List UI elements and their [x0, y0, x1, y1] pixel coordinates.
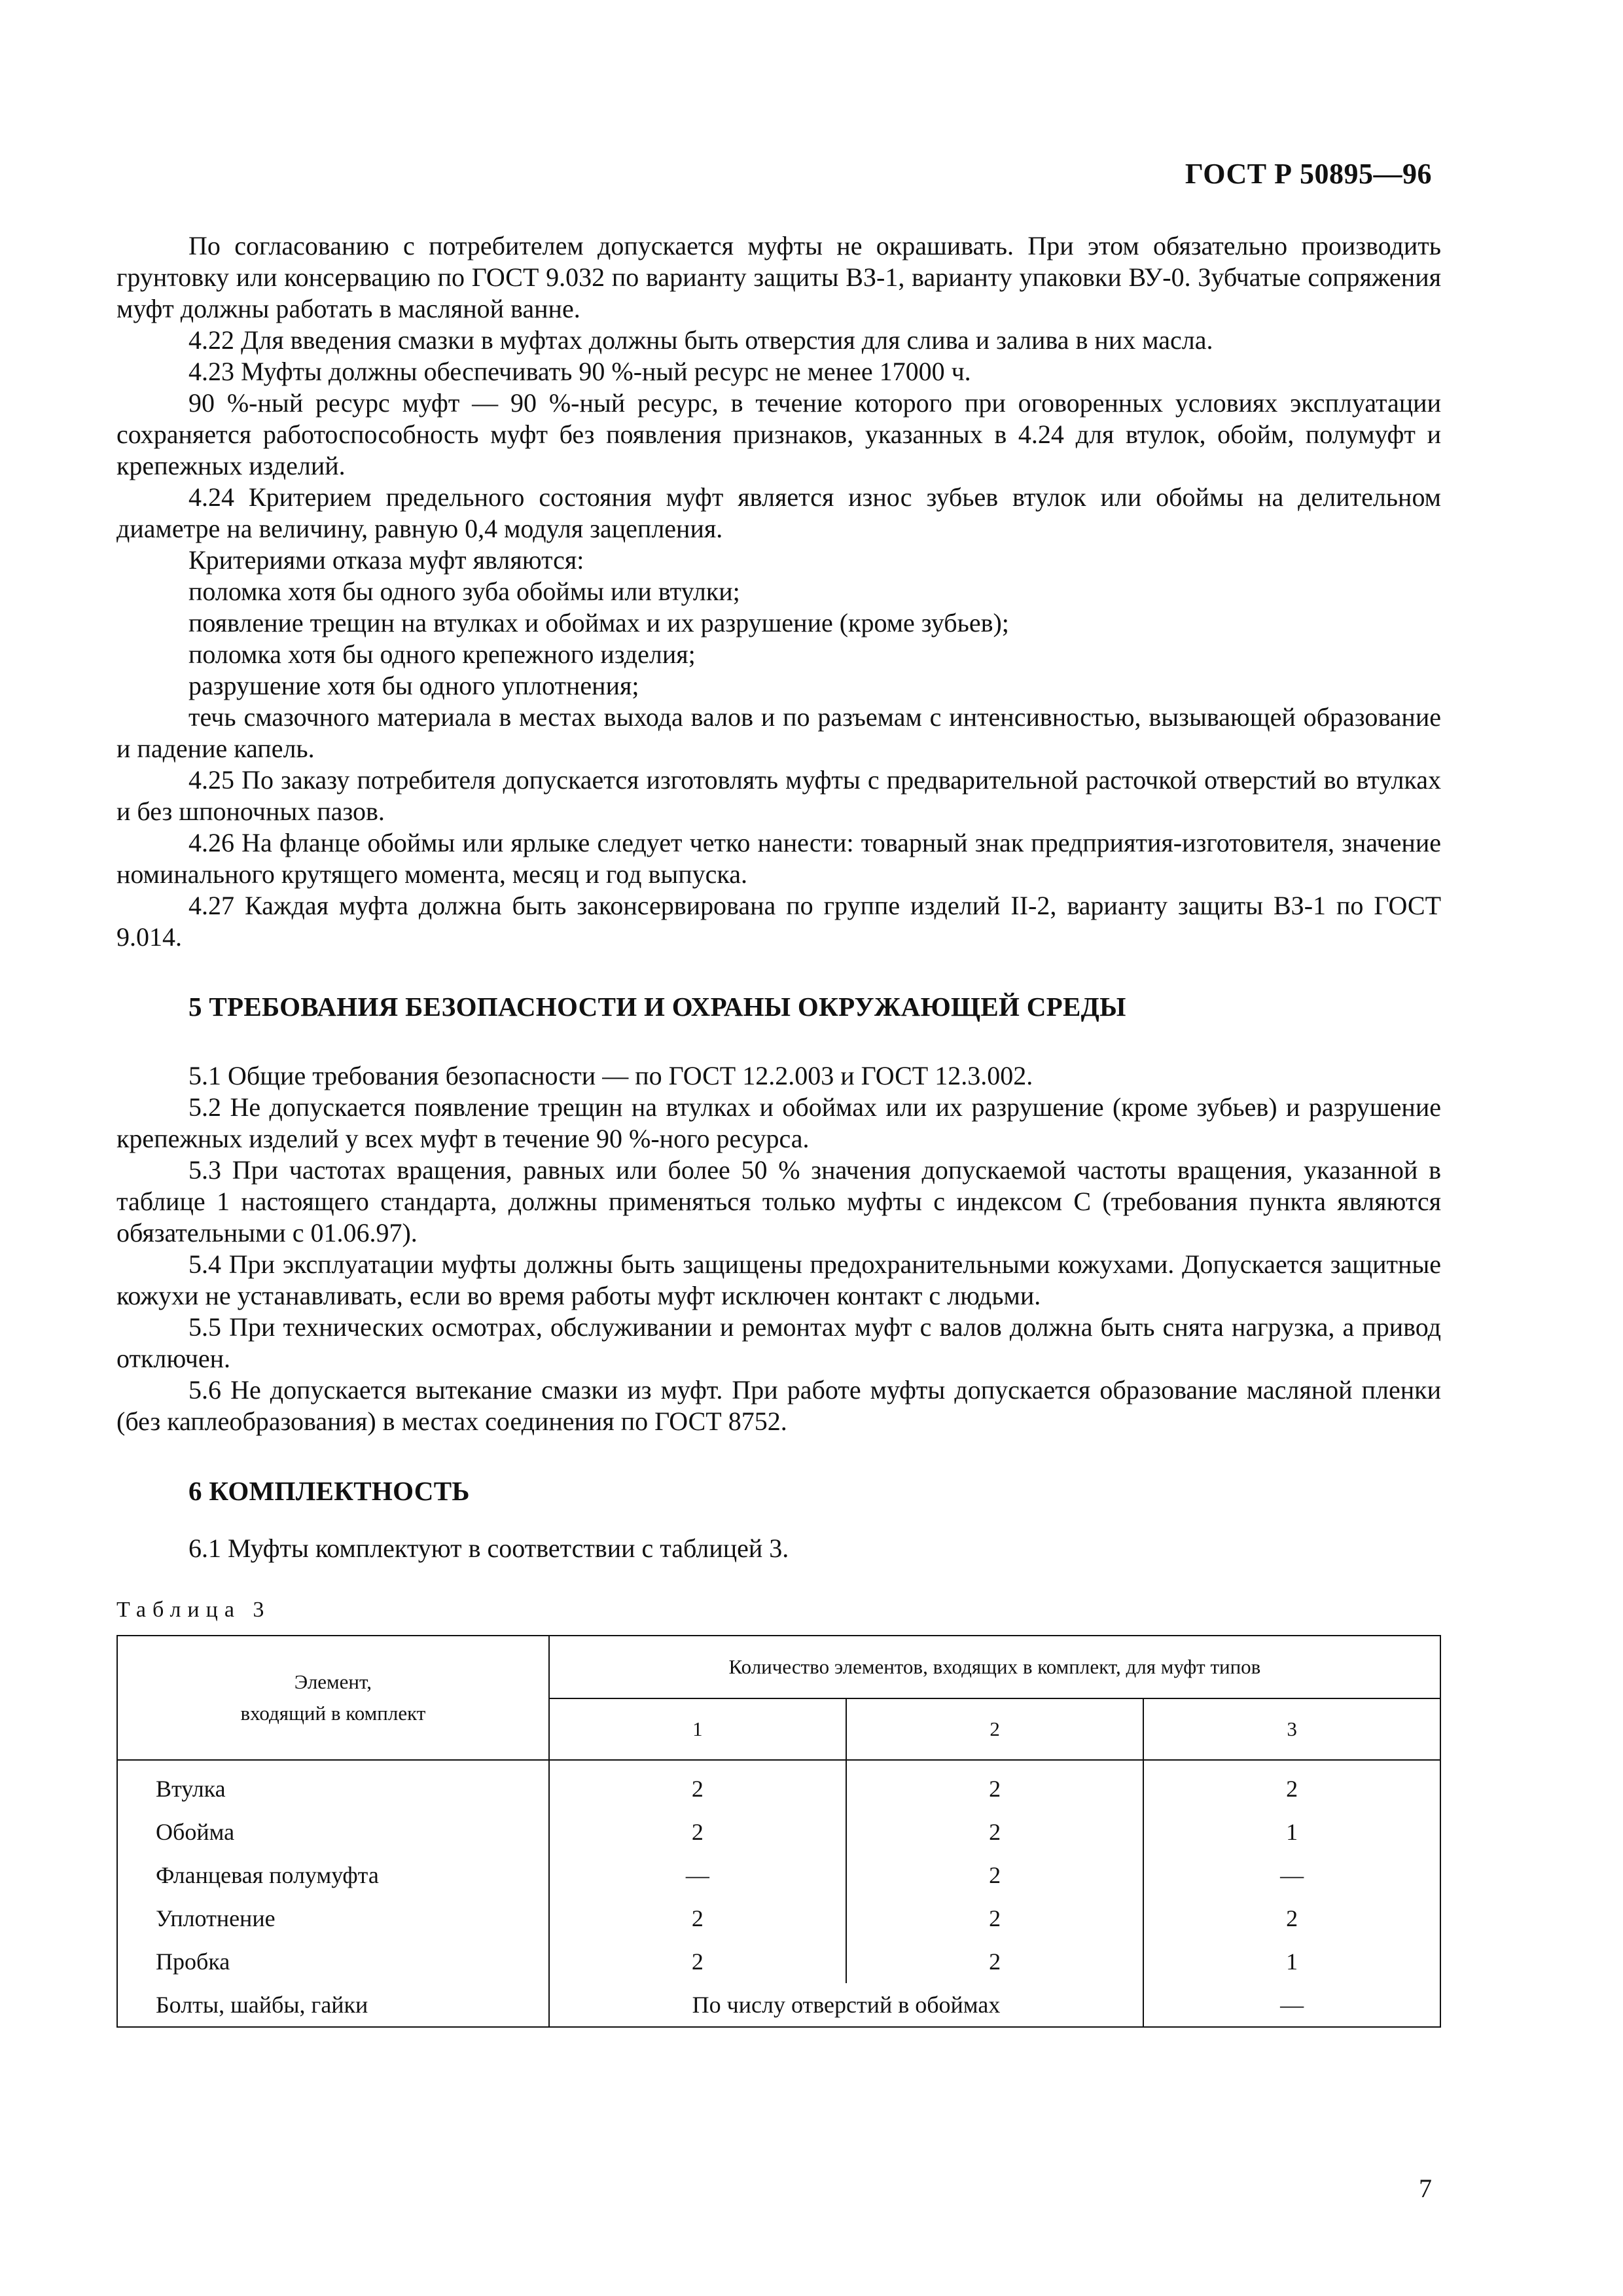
table-cell-merged: По числу отверстий в обоймах	[549, 1983, 1143, 2027]
criteria-intro: Критериями отказа муфт являются:	[188, 545, 584, 575]
table-cell-name: Втулка	[117, 1760, 549, 1810]
table-cell: 2	[549, 1810, 846, 1854]
paragraph: По согласованию с потребителем допускается муфты не окрашивать. При этом обязательно производить грунтовку или консервацию по ГОСТ 9.032 по варианту защиты ВЗ-1, варианту упаковки ВУ-0. Зубчатые сопряжения муфт должны работать в масляной ванне.	[116, 231, 1441, 323]
table-cell: 2	[1143, 1760, 1440, 1810]
table-row	[117, 1940, 1440, 1983]
table-cell: 2	[846, 1854, 1143, 1897]
table-cell-name: Обойма	[117, 1810, 549, 1854]
page-content	[116, 230, 1441, 2028]
table-header-element-text: Элемент, входящий в комплект	[240, 1670, 426, 1725]
paragraph-5-4: 5.4 При эксплуатации муфты должны быть защищены предохранительными кожухами. Допускается защитные кожухи не устанавливать, если во время работы муфт исключен контакт с людьми.	[116, 1249, 1441, 1310]
table-header-element	[117, 1636, 549, 1760]
table-cell: 2	[1143, 1897, 1440, 1940]
table-caption: Таблица 3	[116, 1598, 271, 1622]
table-row	[117, 1897, 1440, 1940]
table-cell-name: Болты, шайбы, гайки	[117, 1983, 549, 2027]
table-cell: —	[549, 1854, 846, 1897]
paragraph-5-3: 5.3 При частотах вращения, равных или более 50 % значения допускаемой частоты вращения, указанной в таблице 1 настоящего стандарта, должны применяться только муфты с индексом С (требования пункта являются обязательными с 01.06.97).	[116, 1155, 1441, 1247]
table-cell-name: Фланцевая полумуфта	[117, 1854, 549, 1897]
paragraph-5-1: 5.1 Общие требования безопасности — по ГОСТ 12.2.003 и ГОСТ 12.3.002.	[188, 1061, 1033, 1090]
table-row	[117, 1854, 1440, 1897]
table-row	[117, 1760, 1440, 1810]
document-code-header: ГОСТ Р 50895—96	[1185, 158, 1432, 190]
section-6-title: 6 КОМПЛЕКТНОСТЬ	[188, 1476, 470, 1506]
paragraph-5-2: 5.2 Не допускается появление трещин на втулках и обоймах или их разрушение (кроме зубьев) и разрушение крепежных изделий у всех муфт в течение 90 %-ного ресурса.	[116, 1092, 1441, 1153]
paragraph-5-5: 5.5 При технических осмотрах, обслуживании и ремонтах муфт с валов должна быть снята нагрузка, а привод отключен.	[116, 1312, 1441, 1373]
table-cell: 2	[846, 1810, 1143, 1854]
paragraph-6-1: 6.1 Муфты комплектуют в соответствии с таблицей 3.	[188, 1534, 789, 1563]
table-cell: —	[1143, 1983, 1440, 2027]
table-cell: 2	[846, 1897, 1143, 1940]
paragraph-resource-definition: 90 %-ный ресурс муфт — 90 %-ный ресурс, в течение которого при оговоренных условиях эксплуатации сохраняется работоспособность муфт без появления признаков, указанных в 4.24 для втулок, обойм, полумуфт и крепежных изделий.	[116, 388, 1441, 480]
paragraph-5-6: 5.6 Не допускается вытекание смазки из муфт. При работе муфты допускается образование масляной пленки (без каплеобразования) в местах соединения по ГОСТ 8752.	[116, 1375, 1441, 1436]
paragraph-4-22: 4.22 Для введения смазки в муфтах должны быть отверстия для слива и залива в них масла.	[188, 325, 1213, 355]
criteria-item: разрушение хотя бы одного уплотнения;	[188, 671, 639, 700]
criteria-item: появление трещин на втулках и обоймах и их разрушение (кроме зубьев);	[188, 608, 1009, 637]
table-cell-name: Пробка	[117, 1940, 549, 1983]
table-row	[117, 1810, 1440, 1854]
table-cell: 2	[549, 1760, 846, 1810]
criteria-item: поломка хотя бы одного крепежного изделия;	[188, 639, 696, 669]
completeness-table	[116, 1635, 1441, 2028]
paragraph-4-27: 4.27 Каждая муфта должна быть законсервирована по группе изделий II-2, варианту защиты ВЗ-1 по ГОСТ 9.014.	[116, 891, 1441, 952]
table-cell-name: Уплотнение	[117, 1897, 549, 1940]
paragraph-4-26: 4.26 На фланце обоймы или ярлыке следует четко нанести: товарный знак предприятия-изготовителя, значение номинального крутящего момента, месяц и год выпуска.	[116, 828, 1441, 889]
table-header-group: Количество элементов, входящих в комплект, для муфт типов	[549, 1636, 1440, 1698]
section-5-title: 5 ТРЕБОВАНИЯ БЕЗОПАСНОСТИ И ОХРАНЫ ОКРУЖАЮЩЕЙ СРЕДЫ	[188, 992, 1126, 1022]
table-header-type: 2	[846, 1698, 1143, 1760]
table-cell: 1	[1143, 1810, 1440, 1854]
table-cell: 2	[846, 1940, 1143, 1983]
criteria-item-last: течь смазочного материала в местах выхода валов и по разъемам с интенсивностью, вызывающей образование и падение капель.	[116, 702, 1441, 763]
paragraph-4-24: 4.24 Критерием предельного состояния муфт является износ зубьев втулок или обоймы на делительном диаметре на величину, равную 0,4 модуля зацепления.	[116, 482, 1441, 543]
page-number: 7	[1419, 2174, 1432, 2203]
table-header-type: 3	[1143, 1698, 1440, 1760]
table-cell: 2	[549, 1897, 846, 1940]
table-header-type: 1	[549, 1698, 846, 1760]
table-cell: 2	[846, 1760, 1143, 1810]
paragraph-4-23: 4.23 Муфты должны обеспечивать 90 %-ный ресурс не менее 17000 ч.	[188, 357, 971, 386]
table-cell: 1	[1143, 1940, 1440, 1983]
criteria-item: поломка хотя бы одного зуба обоймы или втулки;	[188, 577, 740, 606]
table-cell: 2	[549, 1940, 846, 1983]
table-row	[117, 1983, 1440, 2027]
paragraph-4-25: 4.25 По заказу потребителя допускается изготовлять муфты с предварительной расточкой отверстий во втулках и без шпоночных пазов.	[116, 765, 1441, 826]
table-cell: —	[1143, 1854, 1440, 1897]
